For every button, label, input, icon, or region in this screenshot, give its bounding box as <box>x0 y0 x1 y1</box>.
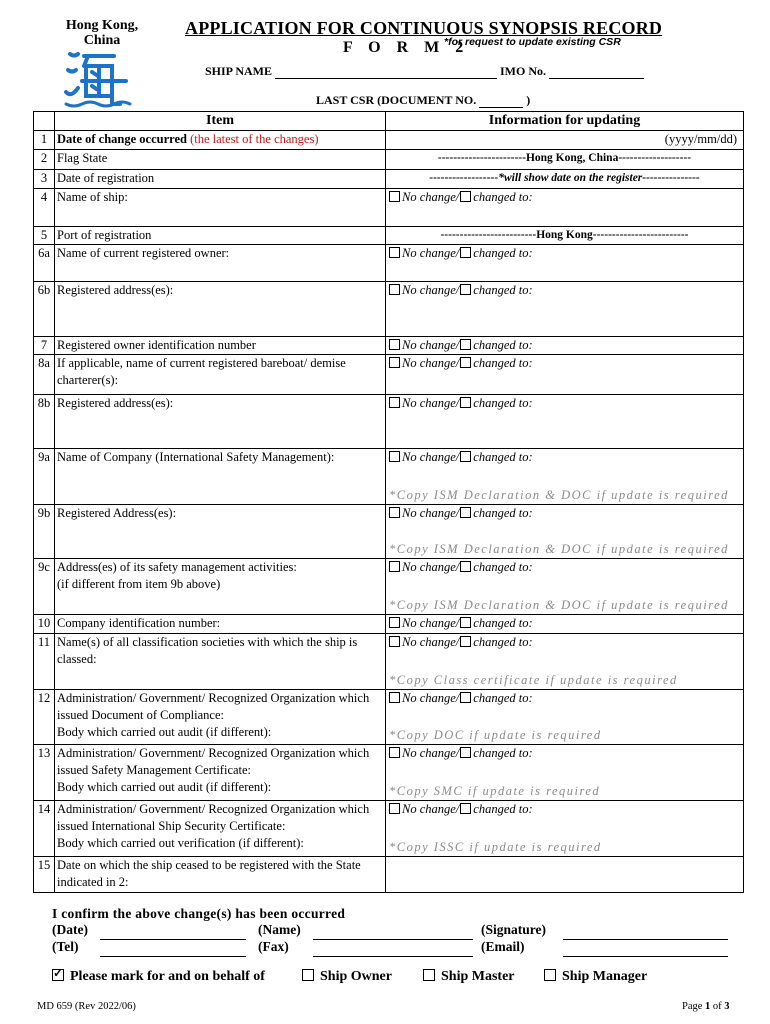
form-number: F O R M 2 <box>343 39 470 56</box>
signature-field[interactable] <box>563 925 728 940</box>
info-cell[interactable] <box>386 634 744 690</box>
imo-field[interactable] <box>549 67 644 79</box>
item-label-text: Name of Company (International Safety Management): <box>57 450 335 464</box>
name-field[interactable] <box>313 925 473 940</box>
table-row <box>34 189 744 227</box>
item-label-subtext: (if different from item 9b above) <box>57 577 221 591</box>
date-label: (Date) <box>52 922 88 937</box>
item-label <box>55 170 386 189</box>
no-change-checkbox[interactable] <box>389 397 400 408</box>
item-label-text: Company identification number: <box>57 616 221 630</box>
item-number: 3 <box>34 170 55 189</box>
changed-to-label: changed to: <box>473 616 533 630</box>
item-number: 6a <box>34 245 55 282</box>
item-label <box>55 189 386 227</box>
info-cell[interactable] <box>386 170 744 189</box>
no-change-checkbox[interactable] <box>389 617 400 628</box>
item-label-text: Registered Address(es): <box>57 506 177 520</box>
item-number: 2 <box>34 150 55 170</box>
item-number: 6b <box>34 282 55 337</box>
table-row <box>34 337 744 355</box>
item-label-subtext: Body which carried out audit (if different): <box>57 780 272 794</box>
copy-requirement-note: *Copy ISM Declaration & DOC if update is required <box>389 488 729 502</box>
item-label-bold: Date of change occurred <box>57 132 187 146</box>
table-header-row <box>34 112 744 131</box>
option-ship-owner[interactable]: Ship Owner <box>302 969 392 985</box>
no-change-checkbox[interactable] <box>389 747 400 758</box>
changed-to-label: changed to: <box>473 283 533 297</box>
ship-manager-checkbox[interactable] <box>544 969 556 981</box>
changed-to-checkbox[interactable] <box>460 636 471 647</box>
no-change-label: No change/ <box>402 338 460 352</box>
info-cell[interactable] <box>386 857 744 893</box>
info-cell[interactable] <box>386 245 744 282</box>
no-change-checkbox[interactable] <box>389 284 400 295</box>
item-label <box>55 559 386 615</box>
item-number: 9b <box>34 505 55 559</box>
item-number: 8a <box>34 355 55 395</box>
table-row <box>34 227 744 245</box>
item-label-note: (the latest of the changes) <box>186 132 319 146</box>
item-label-subtext: Body which carried out audit (if different): <box>57 725 272 739</box>
table-row <box>34 634 744 690</box>
changed-to-checkbox[interactable] <box>460 617 471 628</box>
table-row <box>34 449 744 505</box>
update-table <box>33 111 744 893</box>
ship-name-label: SHIP NAME <box>205 64 273 78</box>
table-row <box>34 745 744 801</box>
no-change-checkbox[interactable] <box>389 191 400 202</box>
changed-to-checkbox[interactable] <box>460 357 471 368</box>
changed-to-checkbox[interactable] <box>460 747 471 758</box>
item-label <box>55 150 386 170</box>
org-line-2: China <box>83 33 121 48</box>
changed-to-checkbox[interactable] <box>460 191 471 202</box>
ship-owner-checkbox[interactable] <box>302 969 314 981</box>
no-change-checkbox[interactable] <box>389 561 400 572</box>
changed-to-label: changed to: <box>473 635 533 649</box>
changed-to-checkbox[interactable] <box>460 803 471 814</box>
no-change-checkbox[interactable] <box>389 692 400 703</box>
table-row <box>34 615 744 634</box>
no-change-label: No change/ <box>402 396 460 410</box>
form-code: MD 659 (Rev 2022/06) <box>37 1001 136 1012</box>
item-number: 9a <box>34 449 55 505</box>
fixed-value: ------------------*will show date on the register--------------- <box>429 172 700 184</box>
no-change-label: No change/ <box>402 283 460 297</box>
copy-requirement-note: *Copy Class certificate if update is required <box>389 673 678 687</box>
item-number: 9c <box>34 559 55 615</box>
item-label <box>55 801 386 857</box>
item-label <box>55 505 386 559</box>
changed-to-label: changed to: <box>473 338 533 352</box>
item-number: 13 <box>34 745 55 801</box>
info-cell[interactable] <box>386 150 744 170</box>
item-label <box>55 282 386 337</box>
item-label-text: Name of ship: <box>57 190 128 204</box>
info-cell[interactable] <box>386 801 744 857</box>
table-row <box>34 245 744 282</box>
col-info-header: Information for updating <box>386 112 744 131</box>
table-row <box>34 355 744 395</box>
info-cell[interactable]: (yyyy/mm/dd) <box>386 131 744 150</box>
info-cell[interactable] <box>386 449 744 505</box>
ship-master-checkbox[interactable] <box>423 969 435 981</box>
fax-label: (Fax) <box>258 939 289 954</box>
copy-requirement-note: *Copy SMC if update is required <box>389 784 601 798</box>
item-label <box>55 337 386 355</box>
form-note: *for request to update existing CSR <box>444 36 621 48</box>
no-change-label: No change/ <box>402 635 460 649</box>
info-cell[interactable] <box>386 395 744 449</box>
item-label <box>55 857 386 893</box>
last-csr-field[interactable] <box>479 96 523 108</box>
changed-to-label: changed to: <box>473 450 533 464</box>
changed-to-label: changed to: <box>473 746 533 760</box>
item-label <box>55 615 386 634</box>
no-change-label: No change/ <box>402 506 460 520</box>
table-row <box>34 559 744 615</box>
on-behalf-row <box>52 969 265 985</box>
item-label-text: Name of current registered owner: <box>57 246 230 260</box>
fixed-value: -----------------------Hong Kong, China------------------- <box>437 152 692 164</box>
item-number: 11 <box>34 634 55 690</box>
changed-to-label: changed to: <box>473 560 533 574</box>
item-label <box>55 355 386 395</box>
info-cell[interactable] <box>386 505 744 559</box>
info-cell[interactable] <box>386 189 744 227</box>
info-cell[interactable] <box>386 337 744 355</box>
signature-label: (Signature) <box>481 922 547 937</box>
changed-to-checkbox[interactable] <box>460 451 471 462</box>
on-behalf-label: Please mark for and on behalf of <box>70 969 265 984</box>
last-csr-row: LAST CSR (DOCUMENT NO. ) <box>316 93 531 107</box>
changed-to-label: changed to: <box>473 506 533 520</box>
item-number: 8b <box>34 395 55 449</box>
form-title: APPLICATION FOR CONTINUOUS SYNOPSIS RECORD <box>185 18 663 38</box>
table-row <box>34 150 744 170</box>
item-label-text: Administration/ Government/ Recognized Organization which issued International Ship Security Certificate: <box>57 802 370 833</box>
changed-to-checkbox[interactable] <box>460 247 471 258</box>
item-label <box>55 449 386 505</box>
changed-to-checkbox[interactable] <box>460 339 471 350</box>
item-label-text: Administration/ Government/ Recognized Organization which issued Safety Management Certificate: <box>57 746 370 777</box>
changed-to-label: changed to: <box>473 802 533 816</box>
item-label <box>55 131 386 150</box>
col-item-header: Item <box>55 112 386 131</box>
item-label <box>55 227 386 245</box>
table-row <box>34 505 744 559</box>
table-row <box>34 857 744 893</box>
table-row <box>34 395 744 449</box>
name-label: (Name) <box>258 922 301 937</box>
item-label <box>55 745 386 801</box>
table-row <box>34 170 744 189</box>
table-row <box>34 282 744 337</box>
item-number: 1 <box>34 131 55 150</box>
imo-label: IMO No. <box>500 64 547 78</box>
no-change-label: No change/ <box>402 560 460 574</box>
no-change-checkbox[interactable] <box>389 507 400 518</box>
item-label-text: If applicable, name of current registered bareboat/ demise charterer(s): <box>57 356 346 387</box>
ship-name-field[interactable] <box>275 67 497 79</box>
email-field[interactable] <box>563 942 728 957</box>
no-change-checkbox[interactable] <box>389 636 400 647</box>
changed-to-label: changed to: <box>473 190 533 204</box>
info-cell[interactable] <box>386 282 744 337</box>
confirm-statement: I confirm the above change(s) has been occurred <box>52 906 346 921</box>
no-change-label: No change/ <box>402 746 460 760</box>
changed-to-checkbox[interactable] <box>460 284 471 295</box>
fixed-value: -------------------------Hong Kong------------------------- <box>440 229 689 241</box>
changed-to-label: changed to: <box>473 691 533 705</box>
item-label <box>55 245 386 282</box>
table-row <box>34 801 744 857</box>
item-number: 7 <box>34 337 55 355</box>
tel-label: (Tel) <box>52 939 79 954</box>
tel-field[interactable] <box>100 942 246 957</box>
item-label-text: Administration/ Government/ Recognized Organization which issued Document of Compliance: <box>57 691 370 722</box>
info-cell[interactable] <box>386 227 744 245</box>
no-change-label: No change/ <box>402 356 460 370</box>
fax-field[interactable] <box>313 942 473 957</box>
page-indicator: Page 1 of 3 <box>682 1001 730 1012</box>
changed-to-checkbox[interactable] <box>460 507 471 518</box>
no-change-checkbox[interactable] <box>389 339 400 350</box>
option-ship-manager[interactable]: Ship Manager <box>544 969 647 985</box>
item-label-text: Date on which the ship ceased to be registered with the State indicated in 2: <box>57 858 361 889</box>
no-change-label: No change/ <box>402 616 460 630</box>
info-cell[interactable] <box>386 745 744 801</box>
item-label-text: Registered address(es): <box>57 283 174 297</box>
item-number: 10 <box>34 615 55 634</box>
info-cell[interactable] <box>386 559 744 615</box>
no-change-label: No change/ <box>402 450 460 464</box>
item-label <box>55 634 386 690</box>
no-change-label: No change/ <box>402 190 460 204</box>
item-number: 12 <box>34 690 55 745</box>
info-cell[interactable] <box>386 690 744 745</box>
no-change-label: No change/ <box>402 802 460 816</box>
table-row <box>34 131 744 150</box>
item-label <box>55 690 386 745</box>
org-line-1: Hong Kong, <box>65 18 139 33</box>
item-label-text: Address(es) of its safety management activities: <box>57 560 297 574</box>
item-label <box>55 395 386 449</box>
option-ship-master[interactable]: Ship Master <box>423 969 515 985</box>
item-label-subtext: Body which carried out verification (if different): <box>57 836 304 850</box>
no-change-checkbox[interactable] <box>389 803 400 814</box>
copy-requirement-note: *Copy ISSC if update is required <box>389 840 602 854</box>
changed-to-checkbox[interactable] <box>460 561 471 572</box>
copy-requirement-note: *Copy ISM Declaration & DOC if update is required <box>389 542 729 556</box>
item-label-text: Flag State <box>57 151 108 165</box>
item-number: 15 <box>34 857 55 893</box>
item-label-text: Date of registration <box>57 171 155 185</box>
changed-to-label: changed to: <box>473 396 533 410</box>
item-number: 14 <box>34 801 55 857</box>
info-cell[interactable] <box>386 355 744 395</box>
organization-name <box>52 18 152 48</box>
info-cell[interactable] <box>386 615 744 634</box>
no-change-label: No change/ <box>402 691 460 705</box>
no-change-checkbox[interactable] <box>389 247 400 258</box>
no-change-checkbox[interactable] <box>389 451 400 462</box>
date-field[interactable] <box>100 925 246 940</box>
last-csr-label: LAST CSR (DOCUMENT NO. <box>316 93 477 107</box>
on-behalf-checkbox[interactable] <box>52 969 64 981</box>
changed-to-label: changed to: <box>473 246 533 260</box>
changed-to-label: changed to: <box>473 356 533 370</box>
item-label-text: Name(s) of all classification societies with which the ship is classed: <box>57 635 358 666</box>
changed-to-checkbox[interactable] <box>460 692 471 703</box>
ship-info-row <box>205 64 644 79</box>
item-number: 4 <box>34 189 55 227</box>
no-change-checkbox[interactable] <box>389 357 400 368</box>
marine-department-logo <box>62 48 142 110</box>
changed-to-checkbox[interactable] <box>460 397 471 408</box>
copy-requirement-note: *Copy ISM Declaration & DOC if update is required <box>389 598 729 612</box>
item-label-text: Registered address(es): <box>57 396 174 410</box>
table-row <box>34 690 744 745</box>
item-label-text: Port of registration <box>57 228 152 242</box>
item-label-text: Registered owner identification number <box>57 338 256 352</box>
item-number: 5 <box>34 227 55 245</box>
no-change-label: No change/ <box>402 246 460 260</box>
copy-requirement-note: *Copy DOC if update is required <box>389 728 602 742</box>
email-label: (Email) <box>481 939 525 954</box>
